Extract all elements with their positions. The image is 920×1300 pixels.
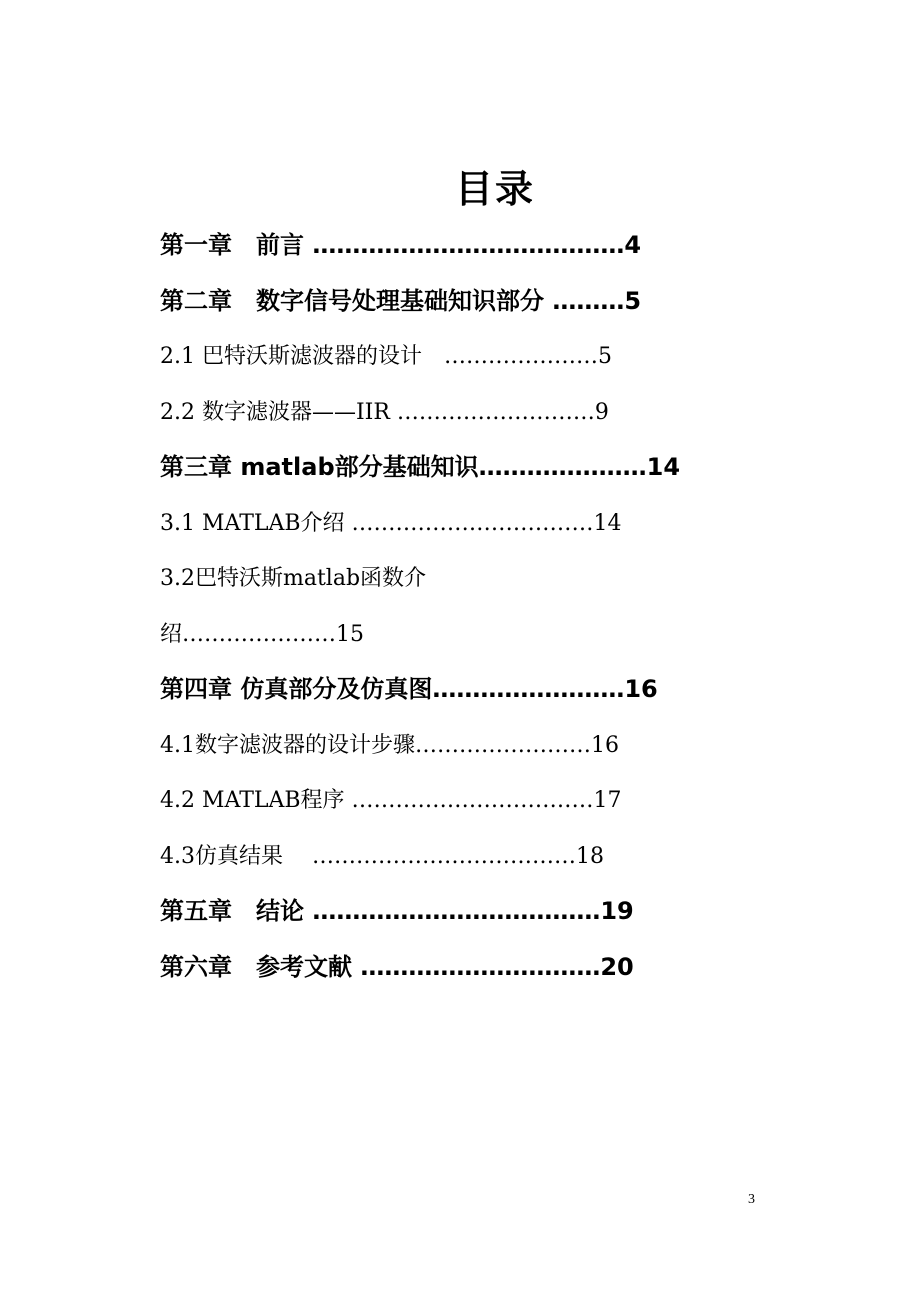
toc-entry-text: 3.1 MATLAB介绍 ……………………………14 (160, 510, 622, 536)
toc-entry-section-4-2 (160, 773, 760, 829)
toc-entry-chapter-3 (160, 440, 760, 496)
toc-entry-section-4-1 (160, 718, 760, 774)
toc-entry-chapter-4 (160, 662, 760, 718)
toc-entry-section-4-3 (160, 829, 760, 885)
toc-entry-text: 绍…………………15 (160, 621, 364, 647)
toc-entry-text: 4.1数字滤波器的设计步骤……………………16 (160, 732, 619, 758)
toc-title: 目录 (454, 167, 535, 211)
toc-entry-section-3-2-continued (160, 607, 760, 663)
toc-entry-text: 第三章 matlab部分基础知识…………………14 (160, 453, 681, 481)
toc-entry-section-2-1 (160, 329, 760, 385)
toc-entry-chapter-2 (160, 274, 760, 330)
toc-entry-section-3-2 (160, 551, 760, 607)
toc-entry-text: 3.2巴特沃斯matlab函数介 (160, 566, 427, 591)
toc-entry-text: 第四章 仿真部分及仿真图……………………16 (160, 675, 658, 703)
toc-entry-section-3-1 (160, 496, 760, 552)
toc-entry-text: 2.1 巴特沃斯滤波器的设计 …………………5 (160, 344, 612, 369)
toc-entry-chapter-1 (160, 218, 760, 274)
toc-entry-text: 2.2 数字滤波器——IIR ………………………9 (160, 399, 609, 425)
page-number: 3 (748, 1192, 755, 1207)
toc-entry-text: 4.2 MATLAB程序 ……………………………17 (160, 788, 622, 813)
toc-entry-chapter-5 (160, 884, 760, 940)
toc-entry-text: 4.3仿真结果 ………………………………18 (160, 843, 604, 869)
toc-entry-text: 第一章 前言 …………………………………4 (160, 231, 642, 259)
toc-entry-chapter-6 (160, 940, 760, 996)
table-of-contents (160, 218, 760, 995)
toc-entry-text: 第二章 数字信号处理基础知识部分 ………5 (160, 286, 642, 315)
toc-entry-text: 第五章 结论 ………………………………19 (160, 897, 634, 925)
toc-entry-section-2-2 (160, 385, 760, 441)
toc-entry-text: 第六章 参考文献 …………………………20 (160, 952, 634, 981)
